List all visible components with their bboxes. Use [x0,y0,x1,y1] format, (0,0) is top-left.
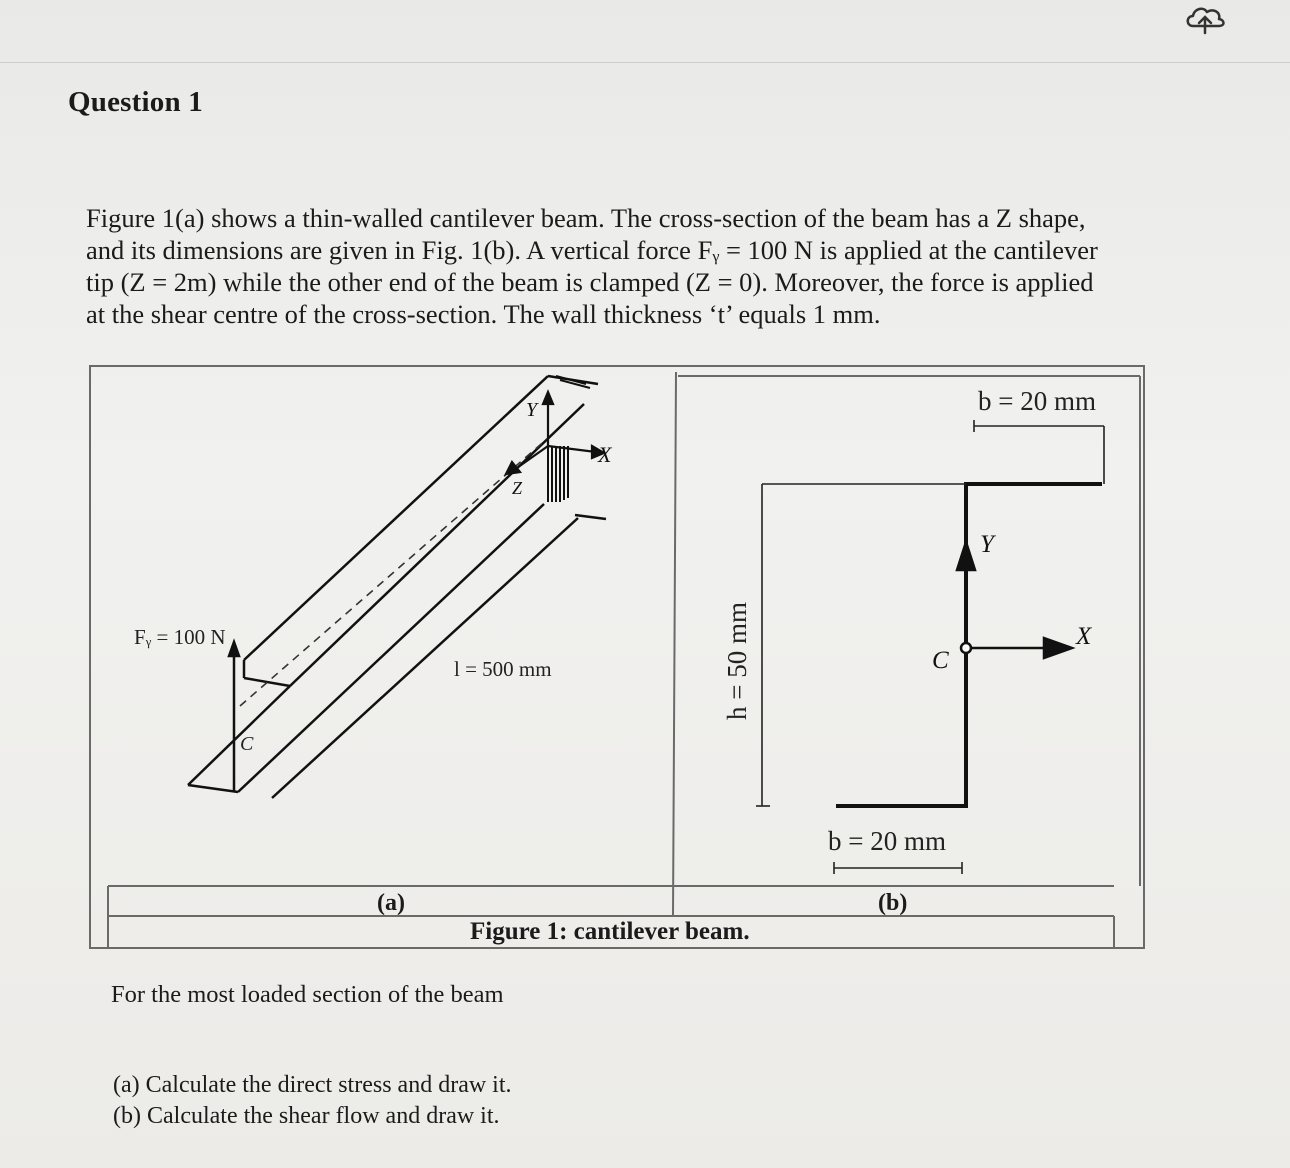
question-title: Question 1 [68,86,203,118]
task-list [113,1070,512,1132]
force-label: Fᵧ = 100 N [134,625,226,649]
paragraph-line: at the shear centre of the cross-section. The wall thickness ‘t’ equals 1 mm. [86,299,881,329]
wall-hatching [548,376,590,502]
length-label: l = 500 mm [454,657,552,681]
figure-caption: Figure 1: cantilever beam. [470,918,750,945]
centroid-label-b: C [932,647,949,674]
axis-x-label: X [598,442,612,467]
axis-z-label: Z [512,478,523,498]
force-arrow [229,642,239,792]
axis-x-label-b: X [1076,623,1092,650]
paragraph-line: and its dimensions are given in Fig. 1(b). A vertical force Fᵧ = 100 N is applied at the cantilever [86,235,1098,265]
top-width-label: b = 20 mm [978,386,1096,416]
intro-text: For the most loaded section of the beam [111,981,504,1008]
axis-y-label: Y [526,399,538,421]
bottom-width-label: b = 20 mm [828,826,946,856]
section-axes [957,542,1072,658]
task-item: (b) Calculate the shear flow and draw it. [113,1103,500,1129]
task-item: (a) Calculate the direct stress and draw it. [113,1072,512,1098]
centroid-label-a: C [240,733,254,755]
paragraph-line: tip (Z = 2m) while the other end of the beam is clamped (Z = 0). Moreover, the force is applied [86,267,1094,297]
axis-y-label-b: Y [980,531,994,558]
paragraph-line: Figure 1(a) shows a thin-walled cantilever beam. The cross-section of the beam has a Z shape, [86,203,1086,233]
panel-b-label: (b) [878,890,908,916]
height-label: h = 50 mm [722,602,752,720]
panel-a-label: (a) [377,890,405,916]
